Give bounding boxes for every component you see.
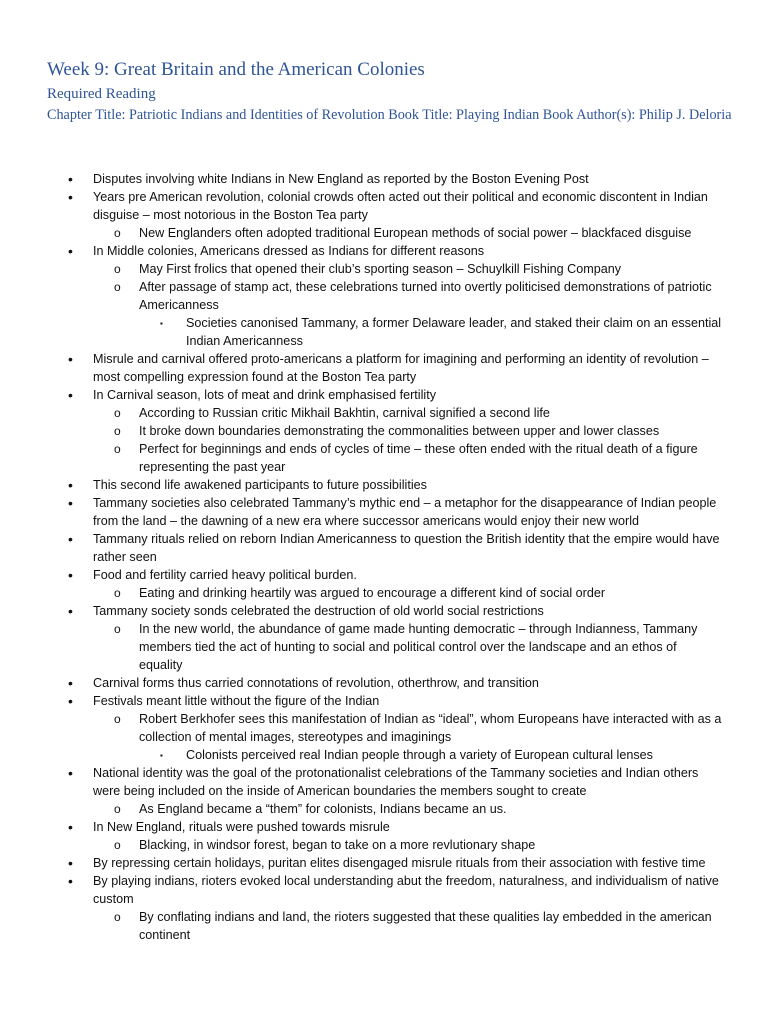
bullet-item-level-1: [0, 422, 723, 440]
bullet-dot-icon: •: [68, 873, 73, 889]
bullet-text: By playing indians, rioters evoked local understanding abut the freedom, naturalness, and individualism of native custom: [93, 874, 719, 906]
bullet-dot-icon: •: [68, 243, 73, 259]
bullet-text: Disputes involving white Indians in New England as reported by the Boston Evening Post: [93, 172, 589, 186]
bullet-dot-icon: •: [68, 387, 73, 403]
bullet-text: It broke down boundaries demonstrating the commonalities between upper and lower classes: [139, 424, 660, 438]
bullet-item-level-2: [0, 746, 723, 764]
bullet-text: In Carnival season, lots of meat and drink emphasised fertility: [93, 388, 436, 402]
bullet-circle-icon: o: [114, 838, 121, 852]
bullet-text: Perfect for beginnings and ends of cycles of time – these often ended with the ritual death of a figure representing the past year: [139, 442, 698, 474]
bullet-circle-icon: o: [114, 622, 121, 636]
bullet-text: Tammany society sonds celebrated the destruction of old world social restrictions: [93, 604, 544, 618]
bullet-item-level-1: [0, 440, 723, 476]
bullet-dot-icon: •: [68, 189, 73, 205]
bullet-circle-icon: o: [114, 802, 121, 816]
bullet-item-level-0: [0, 872, 723, 908]
bullet-dot-icon: •: [68, 693, 73, 709]
bullet-circle-icon: o: [114, 586, 121, 600]
bullet-text: Robert Berkhofer sees this manifestation of Indian as “ideal”, whom Europeans have interacted with as a collection of mental images, stereotypes and imaginings: [139, 712, 722, 744]
bullet-text: Societies canonised Tammany, a former Delaware leader, and staked their claim on an essential Indian Americanness: [186, 316, 722, 348]
bullet-item-level-0: [0, 692, 723, 710]
bullet-dot-icon: •: [68, 603, 73, 619]
bullet-dot-icon: •: [68, 171, 73, 187]
bullet-text: Blacking, in windsor forest, began to take on a more revlutionary shape: [139, 838, 536, 852]
bullet-text: In New England, rituals were pushed towards misrule: [93, 820, 390, 834]
bullet-item-level-0: [0, 350, 723, 386]
bullet-item-level-0: [0, 188, 723, 224]
bullet-circle-icon: o: [114, 406, 121, 420]
bullet-item-level-1: [0, 836, 723, 854]
bullet-text: Eating and drinking heartily was argued to encourage a different kind of social order: [139, 586, 606, 600]
page-title: Week 9: Great Britain and the American Colonies: [47, 59, 425, 80]
bullet-dot-icon: •: [68, 675, 73, 691]
bullet-circle-icon: o: [114, 280, 121, 294]
bullet-item-level-1: [0, 710, 723, 746]
bullet-item-level-0: [0, 530, 723, 566]
bullet-text: Misrule and carnival offered proto-americans a platform for imagining and performing an identity of revolution – most compelling expression found at the Boston Tea party: [93, 352, 709, 384]
bullet-item-level-0: [0, 674, 723, 692]
bullet-item-level-0: [0, 818, 723, 836]
bullet-text: Carnival forms thus carried connotations of revolution, otherthrow, and transition: [93, 676, 539, 690]
bullet-item-level-1: [0, 404, 723, 422]
bullet-item-level-1: [0, 278, 723, 314]
bullet-dot-icon: •: [68, 855, 73, 871]
bullet-text: New Englanders often adopted traditional European methods of social power – blackfaced disguise: [139, 226, 692, 240]
bullet-circle-icon: o: [114, 442, 121, 456]
bullet-circle-icon: o: [114, 226, 121, 240]
bullet-item-level-2: [0, 314, 723, 350]
bullet-item-level-1: [0, 584, 723, 602]
bullet-item-level-0: [0, 854, 723, 872]
bullet-text: According to Russian critic Mikhail Bakhtin, carnival signified a second life: [139, 406, 550, 420]
bullet-item-level-0: [0, 476, 723, 494]
bullet-text: As England became a “them” for colonists, Indians became an us.: [139, 802, 507, 816]
bullet-dot-icon: •: [68, 351, 73, 367]
page-subtitle: Required Reading: [47, 86, 156, 102]
bullet-text: National identity was the goal of the protonationalist celebrations of the Tammany societies and Indian others were being included on the inside of American boundaries the members sought to create: [93, 766, 699, 798]
bullet-item-level-1: [0, 224, 723, 242]
bullet-dot-icon: •: [68, 567, 73, 583]
bullet-text: May First frolics that opened their club’s sporting season – Schuylkill Fishing Company: [139, 262, 622, 276]
bullet-item-level-0: [0, 386, 723, 404]
bullet-text: Colonists perceived real Indian people through a variety of European cultural lenses: [186, 748, 653, 762]
bullet-circle-icon: o: [114, 910, 121, 924]
bullet-dot-icon: •: [68, 477, 73, 493]
bullet-dot-icon: •: [68, 765, 73, 781]
bullet-dot-icon: •: [68, 819, 73, 835]
bullet-item-level-0: [0, 494, 723, 530]
bullet-text: Food and fertility carried heavy political burden.: [93, 568, 357, 582]
bullet-text: Tammany rituals relied on reborn Indian Americanness to question the British identity that the empire would have rather seen: [93, 532, 720, 564]
bullet-text: By repressing certain holidays, puritan elites disengaged misrule rituals from their association with festive time: [93, 856, 706, 870]
bullet-square-icon: ▪: [160, 319, 163, 328]
source-citation: Chapter Title: Patriotic Indians and Identities of Revolution Book Title: Playing Indian Book Author(s): Philip J. Deloria: [47, 107, 732, 123]
bullet-dot-icon: •: [68, 531, 73, 547]
bullet-text: Festivals meant little without the figure of the Indian: [93, 694, 380, 708]
bullet-item-level-0: [0, 764, 723, 800]
bullet-text: Years pre American revolution, colonial crowds often acted out their political and economic discontent in Indian disguise – most notorious in the Boston Tea party: [93, 190, 708, 222]
bullet-text: After passage of stamp act, these celebrations turned into overtly politicised demonstrations of patriotic Americanness: [139, 280, 712, 312]
bullet-text: In Middle colonies, Americans dressed as Indians for different reasons: [93, 244, 485, 258]
bullet-item-level-0: [0, 566, 723, 584]
bullet-item-level-1: [0, 620, 723, 674]
bullet-text: Tammany societies also celebrated Tammany’s mythic end – a metaphor for the disappearance of Indian people from the land – the dawning of a new era where successor americans would enjoy their new world: [93, 496, 717, 528]
bullet-circle-icon: o: [114, 424, 121, 438]
bullet-circle-icon: o: [114, 262, 121, 276]
bullet-square-icon: ▪: [160, 751, 163, 760]
bullet-text: By conflating indians and land, the rioters suggested that these qualities lay embedded in the american continent: [139, 910, 712, 942]
bullet-item-level-1: [0, 260, 723, 278]
notes-bullet-list: [0, 170, 768, 944]
bullet-text: This second life awakened participants to future possibilities: [93, 478, 427, 492]
bullet-item-level-0: [0, 170, 723, 188]
bullet-item-level-1: [0, 800, 723, 818]
bullet-circle-icon: o: [114, 712, 121, 726]
bullet-text: In the new world, the abundance of game made hunting democratic – through Indianness, Tammany members tied the act of hunting to social and political control over the landscape and an ethos of equality: [139, 622, 698, 672]
bullet-dot-icon: •: [68, 495, 73, 511]
bullet-item-level-0: [0, 602, 723, 620]
bullet-item-level-0: [0, 242, 723, 260]
bullet-item-level-1: [0, 908, 723, 944]
